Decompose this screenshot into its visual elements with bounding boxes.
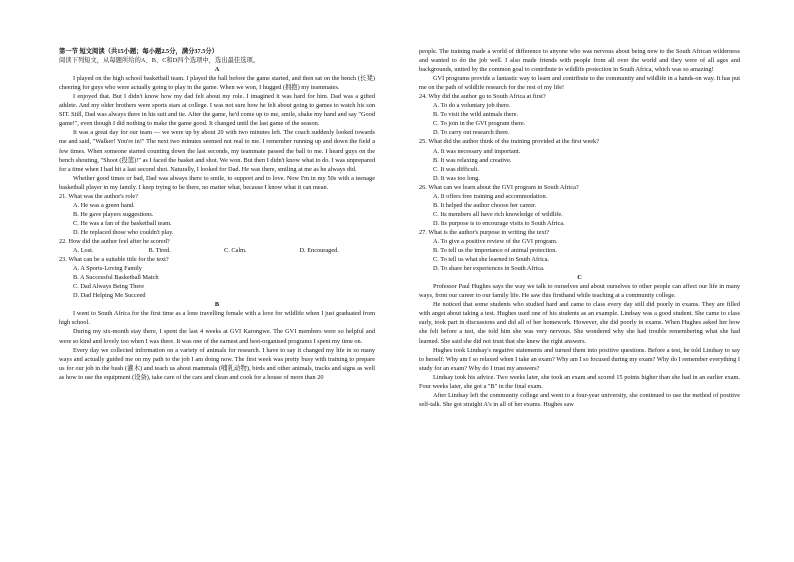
question-21: 21. What was the author's role? xyxy=(59,192,139,200)
passage-b-paragraph: GVI programs provide a fantastic way to learn and contribute to the community and wildlife in a hands-on way. It has put me on the path of wildlife research for the rest of my life! xyxy=(419,75,740,92)
question-22: 22. How did the author feel after he scored? xyxy=(59,237,170,245)
left-column xyxy=(59,47,375,382)
option-24-d: D. To carry out research there. xyxy=(433,129,510,137)
passage-a-label: A xyxy=(214,66,220,74)
passage-a-paragraph: I played on the high school basketball team. I played the ball before the game started, and then sat on the bench (长凳) cheering for guys who were actually going to play in the game. When we won, I hugged (拥抱) my teammates. xyxy=(59,75,375,92)
option-26-b: B. It helped the author choose her career. xyxy=(433,201,537,209)
passage-b-paragraph: I went to South Africa for the first time as a lone travelling female with a love for wildlife when I just graduated from high school. xyxy=(59,310,375,327)
option-24-a: A. To do a voluntary job there. xyxy=(433,102,511,110)
passage-b-paragraph: people. The training made a world of difference to anyone who was nervous about being new to the South African wilderness and wanted to do the job well. I also made friends with people from all over the world and they were of all ages and backgrounds, united by the common goal to contribute to wildlife protection in South Africa, which was so amazing! xyxy=(419,48,740,74)
option-23-b: B. A Successful Basketball Match xyxy=(73,274,159,282)
option-27-b: B. To tell us the importance of animal protection. xyxy=(433,247,557,255)
option-21-b: B. He gave players suggestions. xyxy=(73,210,154,218)
option-22-a: A. Lost. xyxy=(73,247,94,255)
options-22-row xyxy=(59,246,375,255)
option-21-d: D. He replaced those who couldn't play. xyxy=(73,228,174,236)
option-25-a: A. It was necessary and important. xyxy=(433,147,521,155)
passage-c-paragraph: After Lindsay left the community college and went to a four-year university, she continued to use the method of positive self-talk. She got straight A's in all of her exams. Hughes saw xyxy=(419,391,740,408)
right-column xyxy=(419,47,740,409)
question-26: 26. What can we learn about the GVI program in South Africa? xyxy=(419,183,579,191)
option-26-d: D. Its purpose is to encourage visits to South Africa. xyxy=(433,219,565,227)
option-23-c: C. Dad Always Being There xyxy=(73,283,145,291)
option-26-c: C. Its members all have rich knowledge of wildlife. xyxy=(433,210,563,218)
passage-c-paragraph: Hughes took Lindsay's negative statements and turned them into positive questions. Before a test, he told Lindsay to say to herself: Why am I so relaxed when I take an exam? Why am I so focused during my exam? Why do I remember everything I study for an exam? Why do I trust my answers? xyxy=(419,346,740,372)
passage-b-paragraph: During my six-month stay there, I spent the last 4 weeks at GVI Karongwe. The GVI members were so helpful and were so kind and lovely too when I was there. It was one of the earnest and best-organised programs I spent my time on. xyxy=(59,328,375,345)
option-23-a: A. A Sports-Loving Family xyxy=(73,265,142,273)
option-22-d: D. Encouraged. xyxy=(299,247,339,255)
option-24-b: B. To visit the wild animals there. xyxy=(433,111,519,119)
passage-a-paragraph: Whether good times or bad, Dad was always there to smile, to support and to love. Now I'm in my 50s with a teenage basketball player in my family. I keep trying to be there, no matter what, because I know what it can mean. xyxy=(59,174,375,191)
passage-a-paragraph: It was a great day for our team — we were up by about 20 with two minutes left. The coach suddenly looked towards me and said, "Walker! You're in!" The next two minutes seemed not real to me. I remember running up and down the field a few times. When someone started counting down the last seconds, my teammate passed the ball to me. I heard guys on the bench shouting, "Shoot (投篮)!" as I faced the basket and shot. We won. But then I didn't know what to do. I was unprepared for a time when I had hit a last second shot. Naturally, I looked for Dad. He was there, smiling at me as he always did. xyxy=(59,129,375,173)
passage-a-paragraph: I enjoyed that. But I didn't know how my dad felt about my role. I imagined it was hard for him. Dad was a gifted athlete. And my older brothers were sports stars at college. I was not sure how he felt about going to games to watch his son SIT. Still, Dad was always there in his suit and tie. After the game, he'd come up to me, smile, shake my hand and say "Good game!", even though I did nothing to make the game good. It changed until the last game of the season. xyxy=(59,93,375,128)
option-25-d: D. It was too long. xyxy=(433,174,480,182)
option-22-c: C. Calm. xyxy=(224,247,247,255)
option-27-a: A. To give a positive review of the GVI program. xyxy=(433,237,558,245)
passage-c-paragraph: Professor Paul Hughes says the way we talk to ourselves and about ourselves to other people can affect our life in many ways, from our career to our family life. He saw this firsthand while teaching at a community college. xyxy=(419,283,740,300)
passage-b-paragraph: Every day we collected information on a variety of animals for research. I have to say it changed my life in so many ways and actually guided me on my path to the job I am doing now. The first week was pretty busy with training to prepare us for our job in the bush (灌木) and teach us about mammals (哺乳动物), birds and other animals, tracks and signs as well as how to use the equipment (设备), take care of the cars and clean and cook for a house of more than 20 xyxy=(59,346,375,381)
instructions: 阅读下列短文，从每题所给的A、B、C和D四个选项中，选出最佳选项。 xyxy=(59,57,260,65)
option-21-a: A. He was a green hand. xyxy=(73,201,135,209)
option-25-b: B. It was relaxing and creative. xyxy=(433,156,512,164)
section-title: 第一节 短文阅读（共15小题；每小题2.5分，满分37.5分） xyxy=(59,48,218,55)
option-27-c: C. To tell us what she learned in South Africa. xyxy=(433,256,550,264)
question-27: 27. What is the author's purpose in writing the text? xyxy=(419,228,550,236)
question-25: 25. What did the author think of the training provided at the first week? xyxy=(419,138,599,146)
option-27-d: D. To share her experiences in South Africa. xyxy=(433,265,545,273)
passage-c-paragraph: He noticed that some students who studied hard and came to class every day still did poorly in exams. They are filled with angst about taking a test. Hughes used one of his students as an example. Lindsay was a good student. She came to class early, took part in discussions and did all of her homework. However, she did poorly in exams. When Hughes asked her how she felt before a test, she told him she was very nervous. She wondered why she had trouble remembering what she had learned. She said she did not trust that she knew the right answers. xyxy=(419,301,740,345)
option-24-c: C. To join in the GVI program there. xyxy=(433,120,526,128)
option-25-c: C. It was difficult. xyxy=(433,165,479,173)
option-21-c: C. He was a fan of the basketball team. xyxy=(73,219,172,227)
option-26-a: A. It offers free training and accommodation. xyxy=(433,192,548,200)
passage-c-label: C xyxy=(577,274,582,282)
question-24: 24. Why did the author go to South Africa at first? xyxy=(419,93,546,101)
passage-c-paragraph: Lindsay took his advice. Two weeks later, she took an exam and scored 15 points higher than she had in an earlier exam. Four weeks later, she got a "B" in the final exam. xyxy=(419,373,740,390)
question-23: 23. What can be a suitable title for the text? xyxy=(59,256,169,264)
option-23-d: D. Dad Helping Me Succeed xyxy=(73,292,146,300)
passage-b-label: B xyxy=(214,301,220,309)
option-22-b: B. Tired. xyxy=(148,247,171,255)
